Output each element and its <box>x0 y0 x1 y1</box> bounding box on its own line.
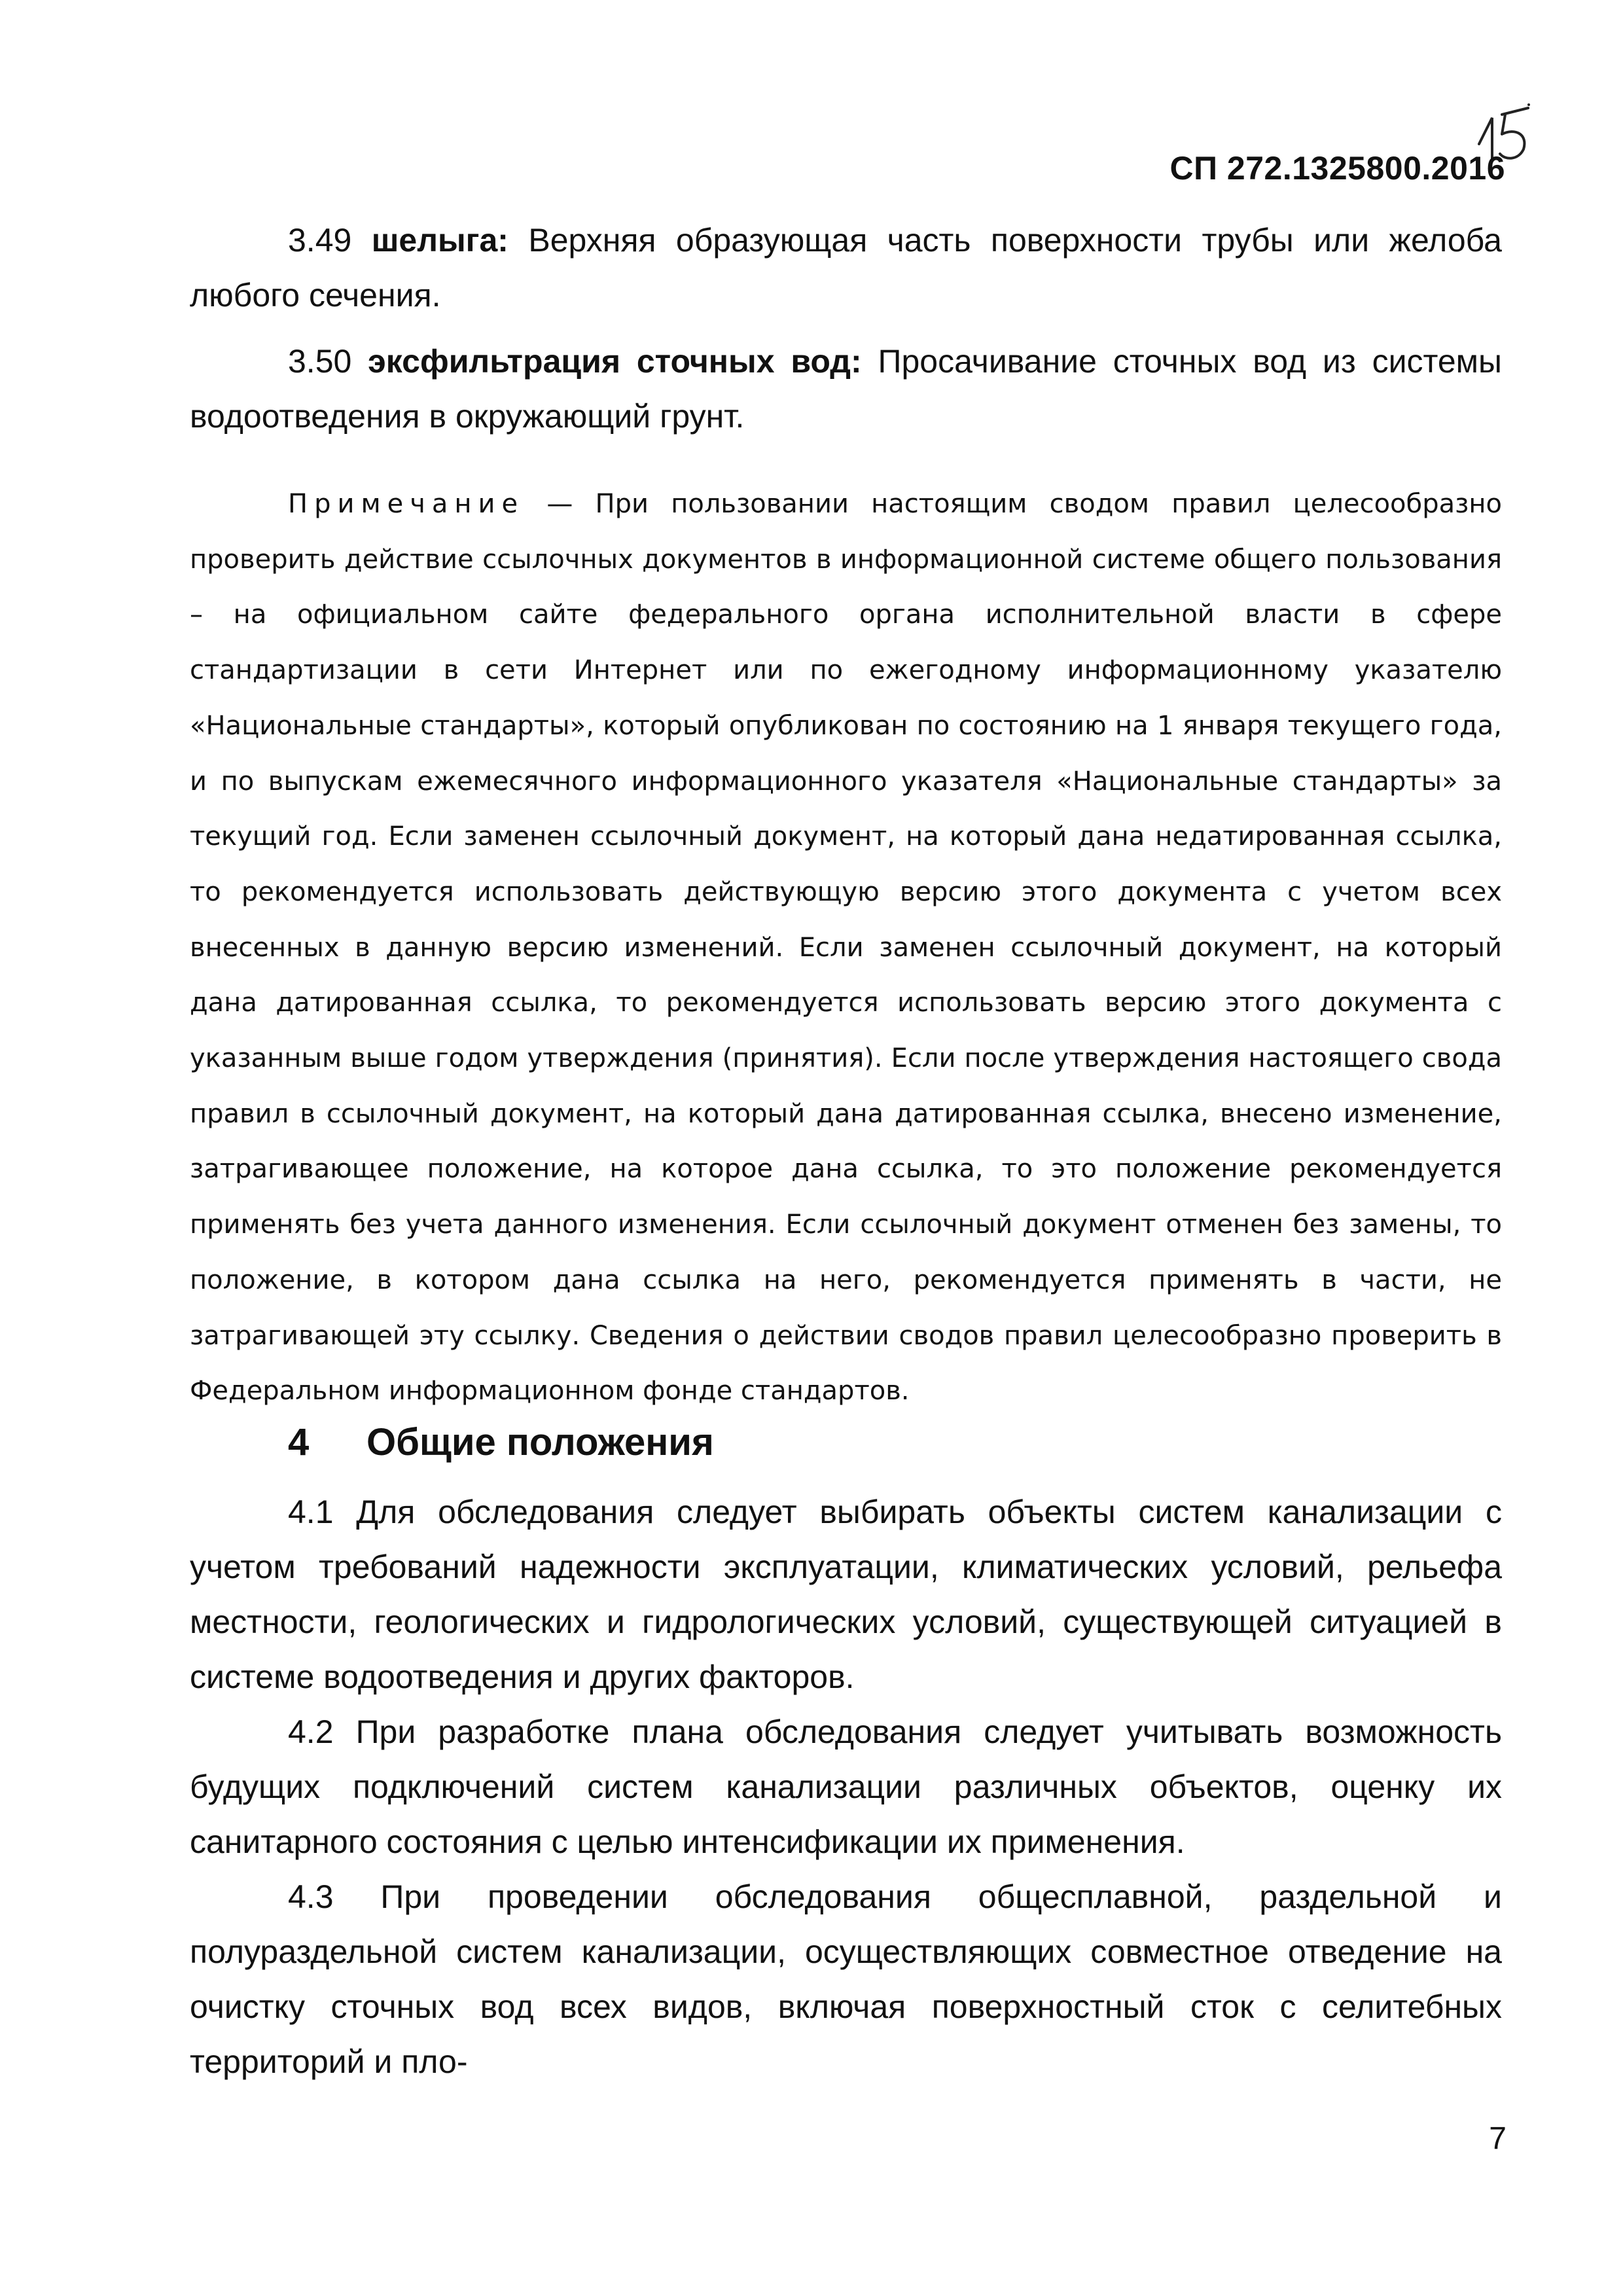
note-dash: — <box>524 489 596 519</box>
page-number: 7 <box>1489 2121 1507 2156</box>
note-label: Примечание <box>288 489 525 519</box>
note-block <box>190 476 1502 1419</box>
definition-term: шелыга: <box>371 222 508 259</box>
definition-number: 3.49 <box>288 222 352 259</box>
note-text: При пользовании настоящим сводом правил целесообразно проверить действие ссылочных документов в информационной системе общего пользования – на официальном сайте федерального органа исполнительной власти в сфере стандартизации в сети Интернет или по ежегодному информационному указателю «Национальные стандарты», который опубликован по состоянию на 1 января текущего года, и по выпускам ежемесячного информационного указателя «Национальные стандарты» за текущий год. Если заменен ссылочный документ, на который дана недатированная ссылка, то рекомендуется использовать действующую версию этого документа с учетом всех внесенных в данную версию изменений. Если заменен ссылочный документ, на который дана датированная ссылка, то рекомендуется использовать версию этого документа с указанным выше годом утверждения (принятия). Если после утверждения настоящего свода правил в ссылочный документ, на который дана датированная ссылка, внесено изменение, затрагивающее положение, на которое дана ссылка, то это положение рекомендуется применять без учета данного изменения. Если ссылочный документ отменен без замены, то положение, в котором дана ссылка на него, рекомендуется применять в части, не затрагивающей эту ссылку. Сведения о действии сводов правил целесообразно проверить в Федеральном информационном фонде стандартов. <box>190 489 1502 1407</box>
definition-3-49 <box>190 213 1502 323</box>
section-title: Общие положения <box>366 1421 714 1463</box>
definition-3-50 <box>190 334 1502 444</box>
section-body <box>190 1484 1502 2089</box>
document-number: СП 272.1325800.2016 <box>1169 150 1505 187</box>
definition-text: Просачивание сточных вод из системы водоотведения в окружающий грунт. <box>190 343 1502 435</box>
paragraph-4-3: 4.3 При проведении обследования общесплавной, раздельной и полураздельной систем канализации, осуществляющих совместное отведение на очистку сточных вод всех видов, включая поверхностный сток с селитебных территорий и пло- <box>190 1878 1502 2080</box>
definition-text: Верхняя образующая часть поверхности трубы или желоба любого сечения. <box>190 222 1502 314</box>
section-number: 4 <box>288 1421 310 1463</box>
section-heading <box>288 1420 714 1464</box>
definition-number: 3.50 <box>288 343 352 380</box>
paragraph-4-1: 4.1 Для обследования следует выбирать объекты систем канализации с учетом требований надежности эксплуатации, климатических условий, рельефа местности, геологических и гидрологических условий, существующей ситуацией в системе водоотведения и других факторов. <box>190 1494 1502 1695</box>
paragraph-4-2: 4.2 При разработке плана обследования следует учитывать возможность будущих подключений систем канализации различных объектов, оценку их санитарного состояния с целью интенсификации их применения. <box>190 1713 1502 1860</box>
definition-term: эксфильтрация сточных вод: <box>368 343 862 380</box>
